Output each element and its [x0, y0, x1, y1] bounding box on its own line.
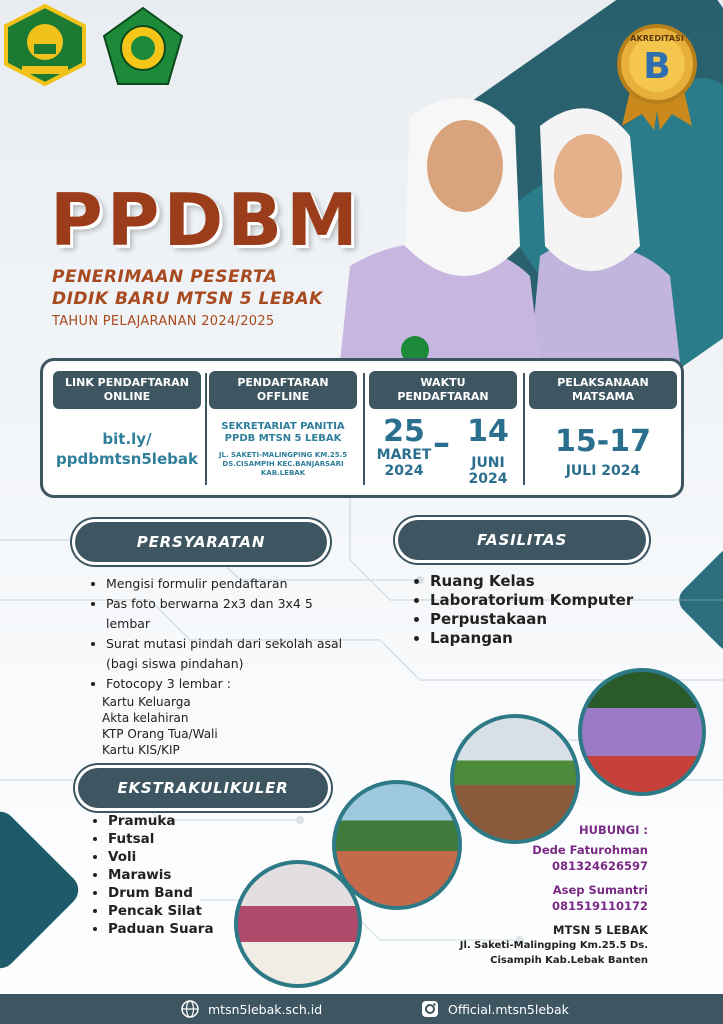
- list-item: • Surat mutasi pindah dari sekolah asal (bagi siswa pindahan): [106, 634, 360, 674]
- offline-registration: [209, 371, 357, 489]
- list-item: • Futsal: [108, 830, 214, 848]
- subtitle-line: PENERIMAAN PESERTA: [52, 267, 278, 287]
- kemenag-logo: [4, 4, 86, 86]
- academic-year: TAHUN PELAJARANAN 2024/2025: [52, 314, 275, 329]
- divider: [363, 373, 365, 485]
- matsama-date: 15-17 JULI 2024: [555, 424, 651, 479]
- list-item: Akta kelahiran: [102, 711, 189, 725]
- subtitle: [52, 266, 323, 310]
- secretariat: SEKRETARIAT PANITIA PPDB MTSN 5 LEBAK: [221, 421, 345, 444]
- contact-title: HUBUNGI :: [578, 823, 648, 837]
- badge-label: AKREDITASI: [630, 34, 684, 43]
- list-item: • Fotocopy 3 lembar :: [106, 674, 360, 694]
- list-item: • Lapangan: [430, 629, 633, 648]
- section-header-persyaratan: PERSYARATAN: [75, 522, 327, 562]
- school-address: Jl. Saketi-Malingping Km.25.5 Ds. Cisampih Kab.Lebak Banten: [459, 940, 648, 966]
- matsama: [529, 371, 677, 489]
- column-header: LINK PENDAFTARAN ONLINE: [53, 371, 201, 409]
- section-header-fasilitas: FASILITAS: [398, 520, 646, 560]
- requirements-list: [90, 574, 360, 758]
- divider: [523, 373, 525, 485]
- madrasah-logo: [102, 6, 184, 88]
- activity-photo: [578, 668, 706, 796]
- end-date: 14 JUNI 2024: [467, 414, 509, 487]
- globe-icon: [180, 999, 200, 1019]
- website-link[interactable]: [180, 999, 322, 1019]
- contact-info: [458, 822, 648, 968]
- badge-grade: B: [643, 46, 671, 87]
- contact-name: Dede Faturohman: [532, 843, 648, 857]
- contact-phone[interactable]: 081519110172: [551, 899, 648, 913]
- column-header: PENDAFTARAN OFFLINE: [209, 371, 357, 409]
- registration-period: [369, 371, 517, 489]
- school-name: MTSN 5 LEBAK: [553, 923, 648, 937]
- column-header: PELAKSANAAN MATSAMA: [529, 371, 677, 409]
- date-dash: –: [433, 423, 450, 463]
- students-photo: [340, 96, 680, 362]
- contact-phone[interactable]: 081324626597: [551, 859, 648, 873]
- list-item: • Pramuka: [108, 812, 214, 830]
- extracurricular-list: [92, 812, 214, 938]
- list-item: KTP Orang Tua/Wali: [102, 727, 218, 741]
- list-item: • Voli: [108, 848, 214, 866]
- list-item: • Drum Band: [108, 884, 214, 902]
- registration-info-box: [40, 358, 684, 498]
- footer: [0, 994, 723, 1024]
- registration-link[interactable]: bit.ly/ ppdbmtsn5lebak: [56, 430, 198, 468]
- website-text: mtsn5lebak.sch.id: [208, 1001, 323, 1017]
- start-date: 25 MARET 2024: [376, 414, 432, 479]
- list-item: • Paduan Suara: [108, 920, 214, 938]
- list-item: • Ruang Kelas: [430, 572, 633, 591]
- contact-name: Asep Sumantri: [552, 883, 648, 897]
- date-range: [369, 409, 517, 487]
- list-item: • Laboratorium Komputer: [430, 591, 633, 610]
- subtitle-line: DIDIK BARU MTSN 5 LEBAK: [52, 289, 323, 309]
- instagram-link[interactable]: [420, 999, 569, 1019]
- instagram-text: Official.mtsn5lebak: [448, 1001, 569, 1017]
- list-item: Kartu KIS/KIP: [102, 743, 180, 757]
- list-item: • Mengisi formulir pendaftaran: [106, 574, 360, 594]
- column-header: WAKTU PENDAFTARAN: [369, 371, 517, 409]
- page-title: PPDBM: [50, 178, 362, 262]
- list-item: • Pas foto berwarna 2x3 dan 3x4 5 lembar: [106, 594, 360, 634]
- instagram-icon: [420, 999, 440, 1019]
- list-item: • Perpustakaan: [430, 610, 633, 629]
- online-registration: [53, 371, 201, 489]
- activity-photo: [234, 860, 362, 988]
- list-item: • Pencak Silat: [108, 902, 214, 920]
- divider: [205, 373, 207, 485]
- sublist: [90, 694, 360, 758]
- secretariat-address: JL. SAKETI-MALINGPING KM.25.5 DS.CISAMPIH KEC.BANJARSARI KAB.LEBAK: [218, 451, 348, 477]
- list-item: Kartu Keluarga: [102, 695, 191, 709]
- list-item: • Marawis: [108, 866, 214, 884]
- section-header-ekstrakurikuler: EKSTRAKULIKULER: [78, 768, 328, 808]
- facilities-list: [414, 572, 633, 648]
